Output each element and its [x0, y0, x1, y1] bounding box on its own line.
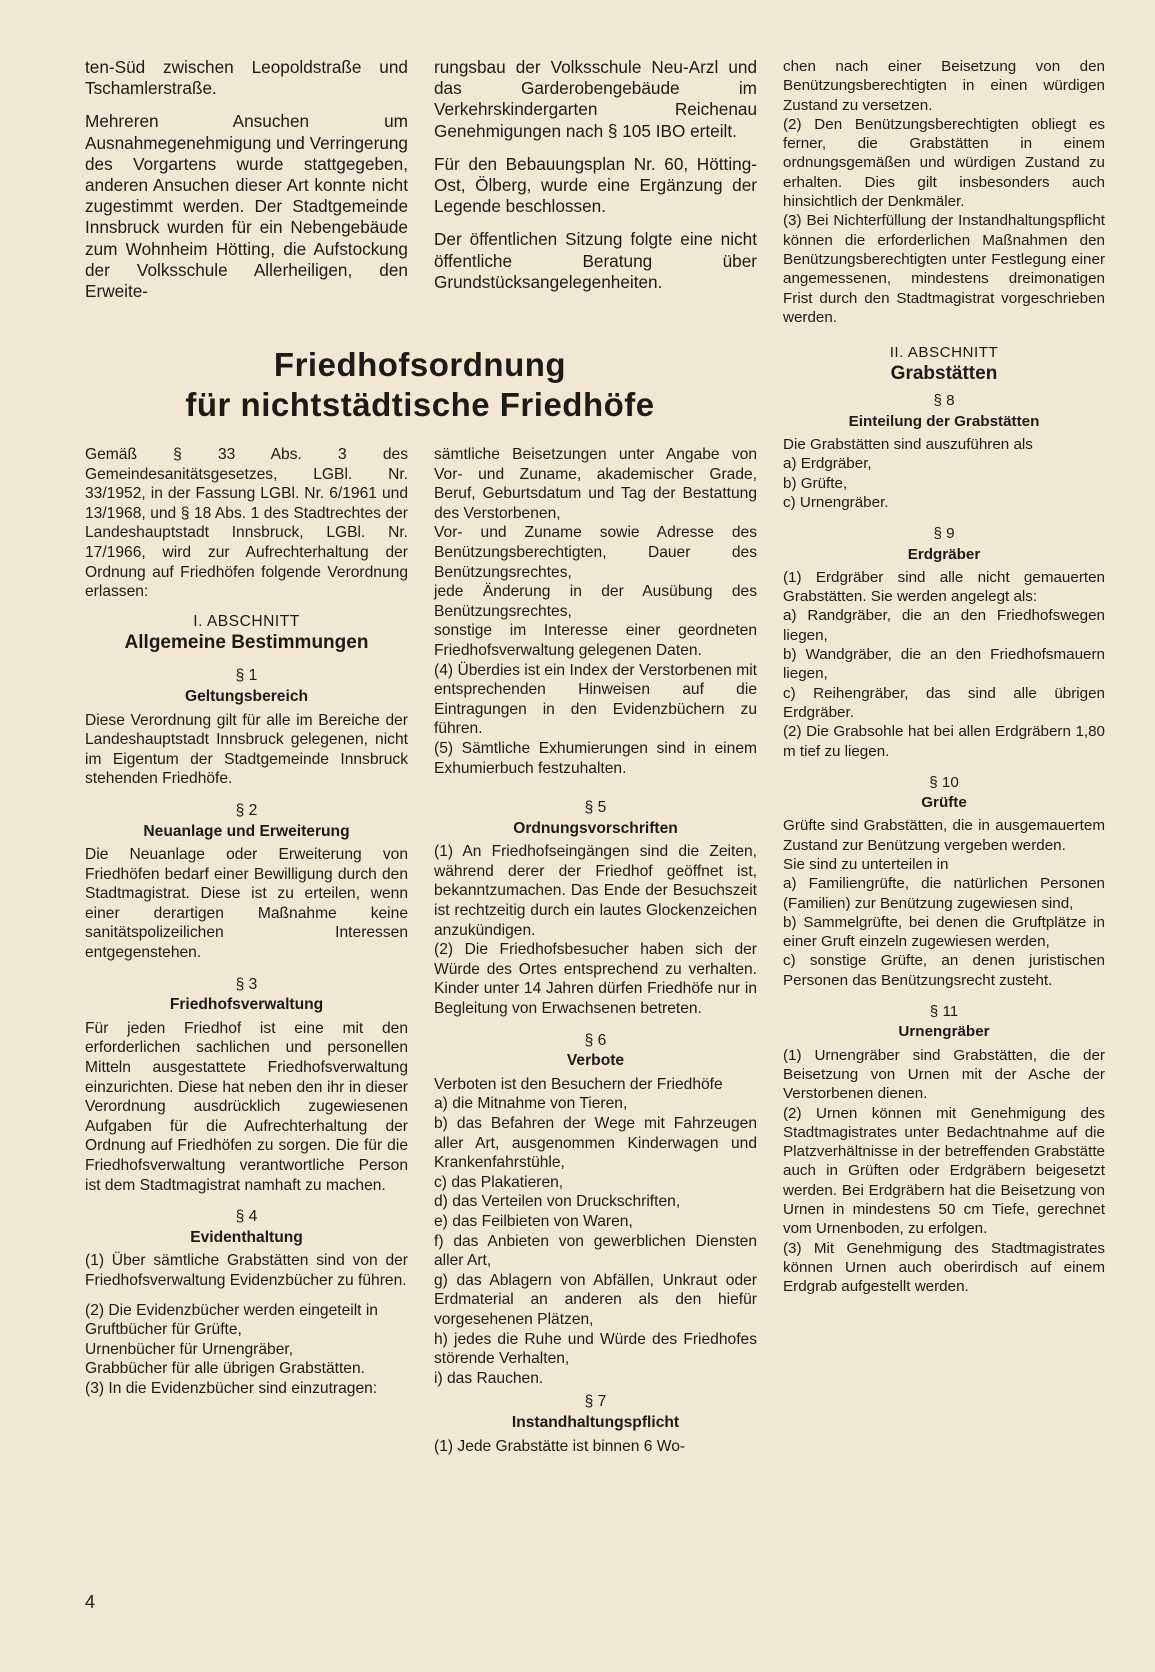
- paragraph: (1) Erdgräber sind alle nicht gemauerten Grabstätten. Sie werden angelegt als:: [783, 568, 1105, 606]
- column-3: [783, 57, 1105, 1297]
- paragraph: Mehreren Ansuchen um Ausnahmegenehmigung und Verringerung des Vorgartens wurde stattgegeben, anderen Ansuchen dieser Art konnte nicht zugestimmt werden. Der Stadtgemeinde Innsbruck wurden für ein Nebengebäude zum Wohnheim Hötting, die Aufstockung der Volksschule Allerheiligen, den Erweite-: [85, 111, 408, 302]
- list-item: f) das Anbieten von gewerblichen Diensten aller Art,: [434, 1232, 757, 1270]
- paragraph: (2) Die Friedhofsbesucher haben sich der Würde des Ortes entsprechend zu verhalten. Kinder unter 14 Jahren dürfen Friedhöfe nur in Begleitung von Erwachsenen betreten.: [434, 941, 757, 1018]
- paragraph-heading: Instandhaltungspflicht: [511, 1413, 680, 1431]
- paragraph-heading: Evidenthaltung: [190, 1228, 303, 1246]
- list-item: c) das Plakatieren,: [434, 1173, 564, 1191]
- list-item: a) Familiengrüfte, die natürlichen Personen (Familien) zur Benützung zugewiesen sind,: [783, 875, 1105, 912]
- list-item: b) das Befahren der Wege mit Fahrzeugen aller Art, ausgenommen Kinderwagen und Krankenfahrstühle,: [434, 1115, 757, 1172]
- list-item: b) Grüfte,: [783, 474, 848, 492]
- list-item: Gruftbücher für Grüfte,: [85, 1321, 242, 1339]
- paragraph-number: § 8: [933, 392, 955, 410]
- paragraph: Diese Verordnung gilt für alle im Bereiche der Landeshauptstadt Innsbruck gelegenen, nicht im Eigentum der Stadtgemeinde Innsbruck stehenden Friedhöfe.: [85, 711, 408, 788]
- paragraph: (2) Die Grabsohle hat bei allen Erdgräbern 1,80 m tief zu liegen.: [783, 723, 1105, 760]
- list-item: sämtliche Beisetzungen unter Angabe von Vor- und Zuname, akademischer Grade, Beruf, Geburtsdatum und Tag der Bestattung des Verstorbenen,: [434, 446, 757, 522]
- top-middle-column: [434, 57, 757, 305]
- list-item: d) das Verteilen von Druckschriften,: [434, 1193, 681, 1211]
- paragraph-number: § 2: [235, 801, 258, 819]
- list-item: g) das Ablagern von Abfällen, Unkraut oder Erdmaterial an anderen als den hiefür vorgesehenen Plätzen,: [434, 1271, 757, 1328]
- top-left-column: [85, 57, 408, 314]
- list-item: Grabbücher für alle übrigen Grabstätten.: [85, 1360, 365, 1378]
- paragraph: Sie sind zu unterteilen in: [783, 855, 949, 873]
- paragraph-heading: Ordnungsvorschriften: [513, 819, 678, 837]
- paragraph: chen nach einer Beisetzung von den Benützungsberechtigten in einen würdigen Zustand zu versetzen.: [783, 58, 1105, 114]
- section-label: II. ABSCHNITT: [889, 344, 999, 362]
- paragraph-number: § 5: [584, 799, 607, 817]
- paragraph: Für den Bebauungsplan Nr. 60, Hötting-Ost, Ölberg, wurde eine Ergänzung der Legende beschlossen.: [434, 153, 757, 217]
- paragraph-heading: Erdgräber: [907, 545, 981, 563]
- section-heading: Grabstätten: [890, 363, 998, 385]
- paragraph-number: § 11: [929, 1003, 959, 1021]
- paragraph: (1) An Friedhofseingängen sind die Zeiten, während derer der Friedhof geöffnet ist, bekanntzumachen. Das Ende der Besuchszeit ist rechtzeitig durch ein lautes Glockenzeichen anzukündigen.: [434, 843, 757, 939]
- article-title: [0, 345, 840, 425]
- column-2: [434, 445, 757, 1456]
- list-item: jede Änderung in der Ausübung des Benützungsrechtes,: [434, 583, 757, 620]
- list-item: c) sonstige Grüfte, an denen juristischen Personen das Benützungsrecht zusteht.: [783, 952, 1105, 989]
- section-heading: Allgemeine Bestimmungen: [124, 632, 369, 654]
- list-item: Vor- und Zuname sowie Adresse des Benützungsberechtigten, Dauer des Benützungsrechtes,: [434, 524, 757, 581]
- title-line-1: Friedhofsordnung: [273, 346, 567, 383]
- paragraph-heading: Neuanlage und Erweiterung: [143, 822, 350, 840]
- list-item: Urnenbücher für Urnengräber,: [85, 1340, 294, 1358]
- paragraph-heading: Einteilung der Grabstätten: [848, 412, 1040, 430]
- paragraph-number: § 10: [929, 773, 959, 791]
- paragraph-heading: Friedhofsverwaltung: [169, 996, 324, 1014]
- paragraph: rungsbau der Volksschule Neu-Arzl und das Garderobengebäude im Verkehrskindergarten Reichenau Genehmigungen nach § 105 IBO erteilt.: [434, 57, 757, 141]
- list-item: a) Erdgräber,: [783, 455, 872, 473]
- list-item: a) Randgräber, die an den Friedhofswegen liegen,: [783, 607, 1105, 644]
- paragraph-number: § 1: [235, 667, 258, 685]
- paragraph: (3) Mit Genehmigung des Stadtmagistrates können Urnen auch oberirdisch auf einem Erdgrab aufgestellt werden.: [783, 1239, 1105, 1296]
- paragraph-number: § 9: [933, 525, 955, 543]
- paragraph: (1) Über sämtliche Grabstätten sind von der Friedhofsverwaltung Evidenzbücher zu führen.: [85, 1252, 408, 1289]
- paragraph: (2) Den Benützungsberechtigten obliegt es ferner, die Grabstätten in einem ordnungsgemäßen und würdigen Zustand zu erhalten. Dies gilt insbesonders auch hinsichtlich der Denkmäler.: [783, 115, 1105, 211]
- list-item: sonstige im Interesse einer geordneten Friedhofsverwaltung gelegenen Daten.: [434, 622, 757, 659]
- column-1: [85, 445, 408, 1399]
- list-item: c) Reihengräber, das sind alle übrigen Erdgräber.: [783, 684, 1105, 721]
- list-item: i) das Rauchen.: [434, 1369, 544, 1387]
- paragraph-heading: Grüfte: [921, 794, 967, 812]
- list-item: b) Sammelgrüfte, bei denen die Gruftplätze in einer Gruft einzeln zugewiesen werden,: [783, 913, 1105, 951]
- list-item: e) das Feilbieten von Waren,: [434, 1212, 633, 1230]
- paragraph: Grüfte sind Grabstätten, die in ausgemauertem Zustand zur Benützung vergeben werden.: [783, 817, 1105, 854]
- paragraph: (2) Die Evidenzbücher werden eingeteilt in: [85, 1301, 378, 1319]
- paragraph: Für jeden Friedhof ist eine mit den erforderlichen sachlichen und personellen Mitteln ausgestattete Friedhofsverwaltung einzurichten. Diese hat neben den ihr in dieser Verordnung ausdrücklich zugewiesenen Aufgaben für die Aufrechterhaltung der Ordnung auf Friedhöfen zu sorgen. Die für die Friedhofsverwaltung verantwortliche Person ist dem Stadtmagistrat namhaft zu machen.: [85, 1019, 408, 1194]
- paragraph: (5) Sämtliche Exhumierungen sind in einem Exhumierbuch festzuhalten.: [434, 739, 757, 777]
- paragraph-number: § 6: [584, 1031, 607, 1049]
- page-number: 4: [85, 1592, 96, 1612]
- paragraph: Die Neuanlage oder Erweiterung von Friedhöfen bedarf einer Bewilligung durch den Stadtmagistrat. Diese ist zu erteilen, wenn einer derartigen Maßnahme keine sanitätspolizeilichen Interessen entgegenstehen.: [85, 846, 408, 962]
- paragraph: ten-Süd zwischen Leopoldstraße und Tschamlerstraße.: [85, 57, 408, 99]
- paragraph: (2) Urnen können mit Genehmigung des Stadtmagistrates unter Bedachtnahme auf die Platzverhältnisse in der betreffenden Grabstätte auch in Grüften oder Erdgräbern beigesetzt werden. Bei Erdgräbern hat die Beisetzung von Urnen in mindestens 50 cm Tiefe, gerechnet vom Urnenboden, zu erfolgen.: [783, 1104, 1105, 1238]
- paragraph: (3) In die Evidenzbücher sind einzutragen:: [85, 1379, 378, 1397]
- paragraph-number: § 3: [235, 975, 258, 993]
- paragraph: Verboten ist den Besuchern der Friedhöfe: [434, 1075, 723, 1093]
- paragraph: (1) Urnengräber sind Grabstätten, die der Beisetzung von Urnen mit der Asche der Verstorbenen dienen.: [783, 1046, 1105, 1103]
- paragraph: (4) Überdies ist ein Index der Verstorbenen mit entsprechenden Hinweisen auf die Eintragungen in den Evidenzbüchern zu führen.: [434, 661, 757, 738]
- list-item: h) jedes die Ruhe und Würde des Friedhofes störende Verhalten,: [434, 1330, 757, 1368]
- paragraph: (3) Bei Nichterfüllung der Instandhaltungspflicht können die erforderlichen Maßnahmen den Benützungsberechtigten unter Festlegung einer angemessenen, mindestens dreimonatigen Frist durch den Stadtmagistrat vorgeschrieben werden.: [783, 212, 1105, 326]
- paragraph-heading: Verbote: [566, 1052, 625, 1070]
- paragraph: (1) Jede Grabstätte ist binnen 6 Wo-: [434, 1437, 686, 1455]
- list-item: b) Wandgräber, die an den Friedhofsmauern liegen,: [783, 646, 1105, 683]
- list-item: a) die Mitnahme von Tieren,: [434, 1095, 628, 1113]
- title-line-2: für nichtstädtische Friedhöfe: [185, 386, 655, 423]
- paragraph-heading: Urnengräber: [898, 1023, 990, 1041]
- section-label: I. ABSCHNITT: [193, 612, 300, 630]
- paragraph: Die Grabstätten sind auszuführen als: [783, 436, 1033, 454]
- paragraph-number: § 4: [235, 1208, 258, 1226]
- list-item: c) Urnengräber.: [783, 493, 889, 511]
- paragraph-heading: Geltungsbereich: [184, 687, 309, 705]
- paragraph: Der öffentlichen Sitzung folgte eine nicht öffentliche Beratung über Grundstücksangelegenheiten.: [434, 229, 757, 292]
- paragraph-number: § 7: [584, 1393, 607, 1411]
- intro-paragraph: Gemäß § 33 Abs. 3 des Gemeindesanitätsgesetzes, LGBl. Nr. 33/1952, in der Fassung LGBl. Nr. 6/1961 und 13/1968, und § 18 Abs. 1 des Stadtrechtes der Landeshauptstadt Innsbruck, LGBl. Nr. 17/1966, wird zur Aufrechterhaltung der Ordnung auf Friedhöfen folgende Verordnung erlassen:: [85, 446, 408, 601]
